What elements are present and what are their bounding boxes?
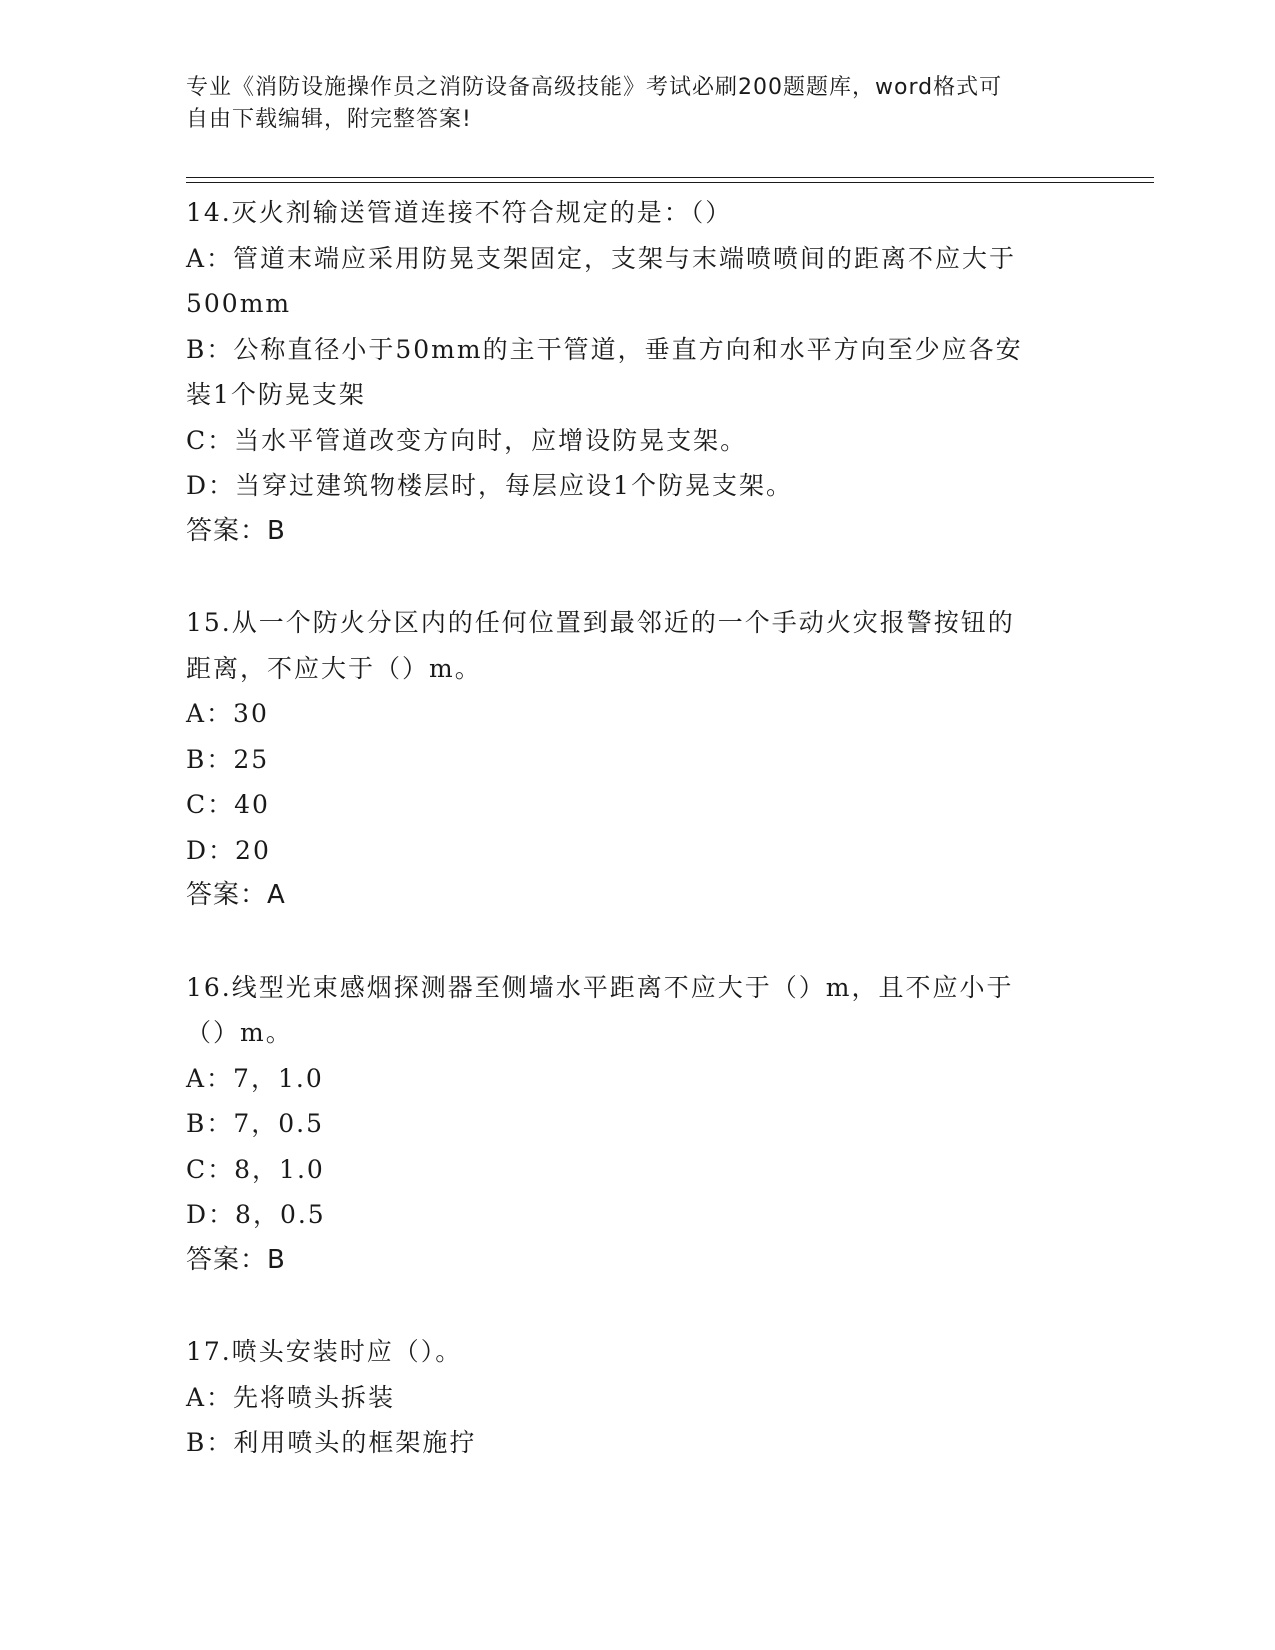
question-14 [186, 190, 1086, 554]
option-line: 装1个防晃支架 [186, 380, 366, 409]
header-divider-bottom [186, 182, 1154, 183]
option-line: A：先将喷头拆装 [186, 1382, 396, 1412]
option-line: D：20 [186, 835, 271, 865]
question-stem: 距离，不应大于（）m。 [186, 653, 482, 683]
question-15 [186, 600, 1086, 919]
option-line: D：8，0.5 [186, 1200, 326, 1229]
option-line: A：管道末端应采用防晃支架固定，支架与末端喷喷间的距离不应大于 [186, 243, 1017, 273]
answer-text: 答案：B [186, 515, 286, 546]
question-stem: （）m。 [186, 1018, 293, 1047]
option-line: C：40 [186, 790, 270, 819]
question-stem: 14.灭火剂输送管道连接不符合规定的是：（） [186, 198, 733, 227]
option-line: B：利用喷头的框架施拧 [186, 1428, 477, 1457]
option-line: C：当水平管道改变方向时，应增设防晃支架。 [186, 425, 748, 455]
question-16 [186, 965, 1086, 1284]
answer-text: 答案：A [186, 880, 286, 910]
option-line: A：30 [186, 699, 269, 728]
option-line: C：8，1.0 [186, 1154, 325, 1184]
header-line-1: 专业《消防设施操作员之消防设备高级技能》考试必刷200题题库，word格式可 [186, 75, 1003, 100]
answer-text: 答案：B [186, 1244, 286, 1275]
option-line: A：7，1.0 [186, 1063, 324, 1093]
option-line: D：当穿过建筑物楼层时，每层应设1个防晃支架。 [186, 471, 793, 500]
question-list [186, 190, 1086, 1512]
header-line-2: 自由下载编辑，附完整答案! [186, 107, 472, 132]
question-17 [186, 1329, 1086, 1466]
option-line: B：公称直径小于50mm的主干管道，垂直方向和水平方向至少应各安 [186, 334, 1023, 364]
option-line: B：25 [186, 744, 270, 774]
question-stem: 17.喷头安装时应（）。 [186, 1337, 463, 1366]
document-header [186, 72, 1066, 136]
header-divider-top [186, 177, 1154, 178]
question-stem: 16.线型光束感烟探测器至侧墙水平距离不应大于（）m，且不应小于 [186, 972, 1014, 1002]
option-line: B：7，0.5 [186, 1109, 325, 1138]
option-line: 500mm [186, 289, 292, 318]
question-stem: 15.从一个防火分区内的任何位置到最邻近的一个手动火灾报警按钮的 [186, 608, 1015, 637]
